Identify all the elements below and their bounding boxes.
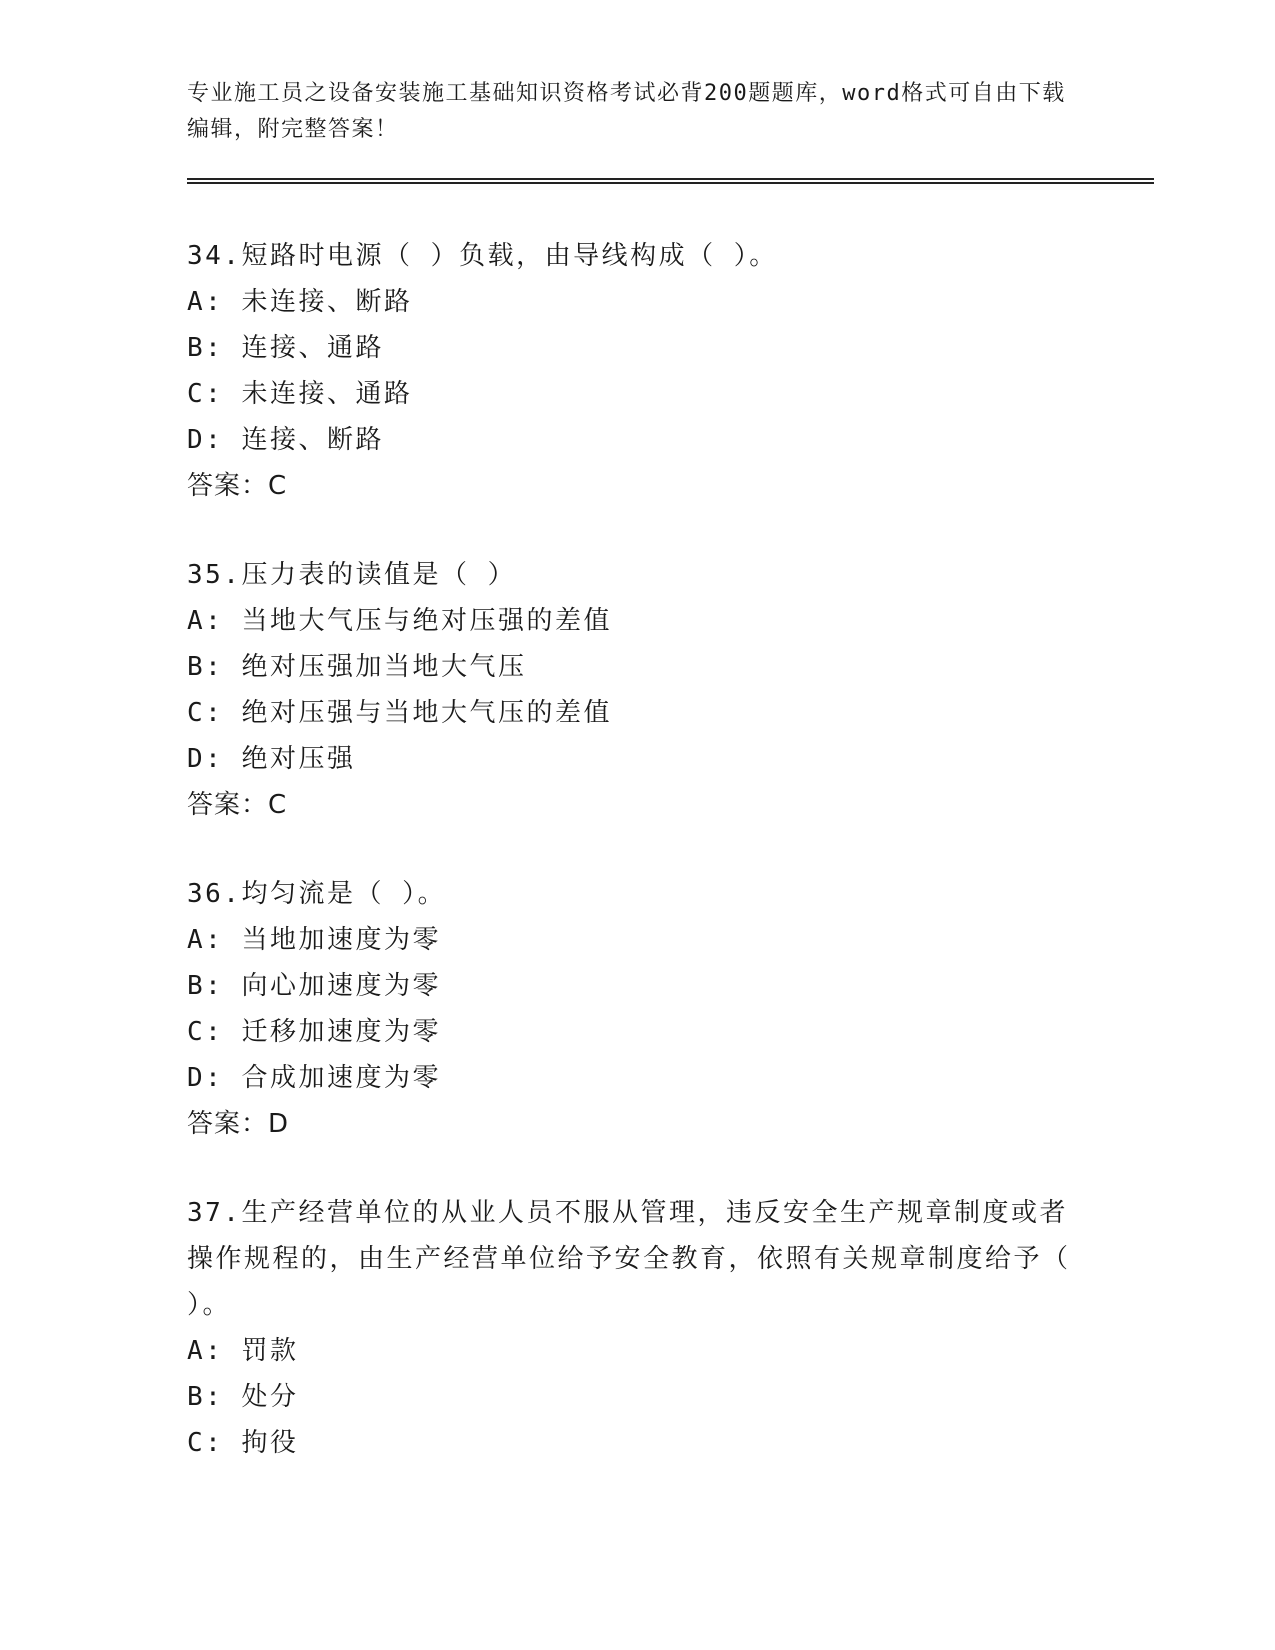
option-b: B: 连接、通路 bbox=[187, 333, 384, 363]
answer: 答案：C bbox=[187, 471, 288, 501]
option-c: C: 绝对压强与当地大气压的差值 bbox=[187, 698, 612, 728]
option-d: D: 绝对压强 bbox=[187, 744, 356, 774]
option-d: D: 连接、断路 bbox=[187, 425, 384, 455]
answer: 答案：D bbox=[187, 1109, 290, 1139]
option-a: A: 当地大气压与绝对压强的差值 bbox=[187, 606, 612, 636]
option-c: C: 未连接、通路 bbox=[187, 379, 413, 409]
question-stem: 36.均匀流是（ ）。 bbox=[187, 879, 447, 909]
option-b: B: 绝对压强加当地大气压 bbox=[187, 652, 527, 682]
header-divider bbox=[187, 178, 1154, 184]
question-37 bbox=[187, 1190, 1087, 1466]
option-d: D: 合成加速度为零 bbox=[187, 1063, 441, 1093]
document-header: 专业施工员之设备安装施工基础知识资格考试必背200题题库，word格式可自由下载编辑，附完整答案！ bbox=[187, 81, 1066, 142]
option-c: C: 拘役 bbox=[187, 1428, 299, 1458]
option-b: B: 向心加速度为零 bbox=[187, 971, 441, 1001]
option-a: A: 当地加速度为零 bbox=[187, 925, 441, 955]
option-c: C: 迁移加速度为零 bbox=[187, 1017, 441, 1047]
question-stem: 35.压力表的读值是（ ） bbox=[187, 560, 517, 590]
option-b: B: 处分 bbox=[187, 1382, 299, 1412]
option-a: A: 未连接、断路 bbox=[187, 287, 413, 317]
question-36 bbox=[187, 871, 1087, 1147]
question-35 bbox=[187, 552, 1087, 828]
question-34 bbox=[187, 233, 1087, 509]
option-a: A: 罚款 bbox=[187, 1336, 299, 1366]
question-stem: 37.生产经营单位的从业人员不服从管理，违反安全生产规章制度或者操作规程的，由生产经营单位给予安全教育，依照有关规章制度给予（ ）。 bbox=[187, 1198, 1089, 1320]
question-stem: 34.短路时电源（ ）负载，由导线构成（ ）。 bbox=[187, 241, 778, 271]
answer: 答案：C bbox=[187, 790, 288, 820]
